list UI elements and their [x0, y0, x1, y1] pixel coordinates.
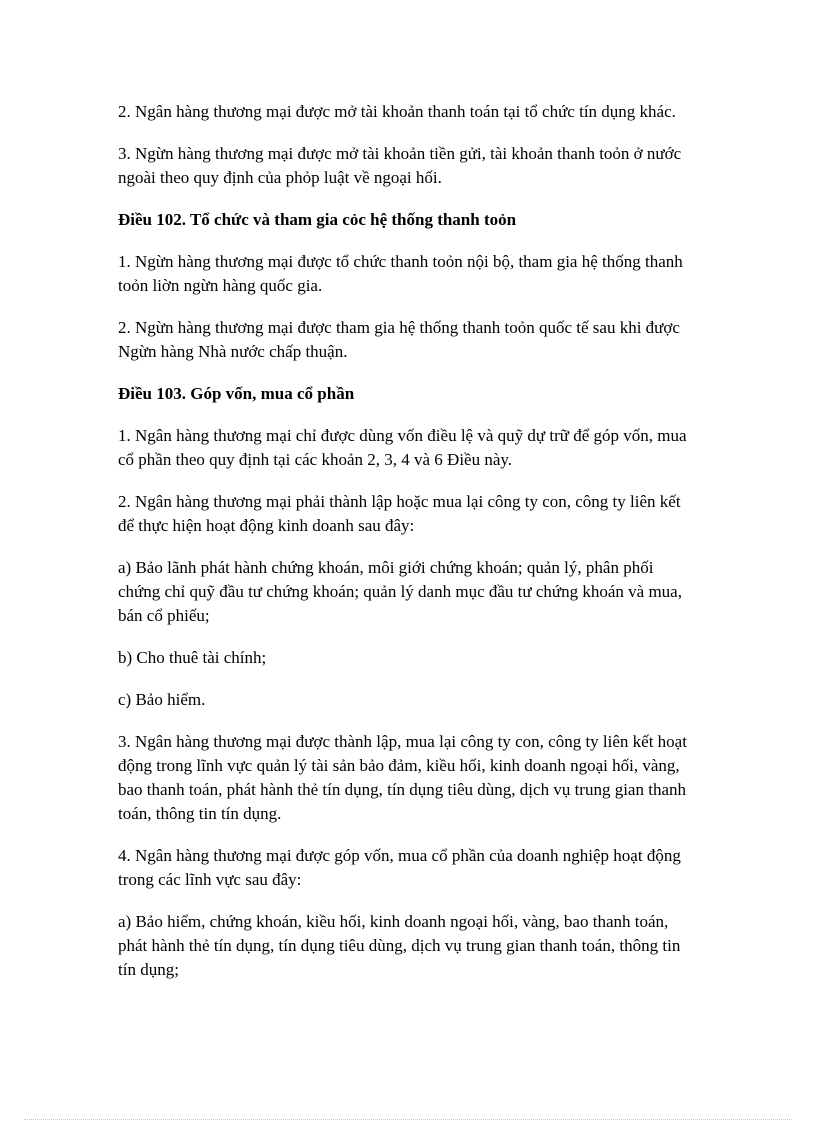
paragraph: 2. Ngân hàng thương mại phải thành lập hoặc mua lại công ty con, công ty liên kết để thực hiện hoạt động kinh doanh sau đây:	[118, 492, 681, 535]
paragraph: 2. Ngừn hàng thương mại được tham gia hệ thống thanh toỏn quốc tế sau khi được Ngừn hàng Nhà nước chấp thuận.	[118, 318, 680, 361]
paragraph: a) Bảo lãnh phát hành chứng khoán, môi giới chứng khoán; quản lý, phân phối chứng chỉ quỹ đầu tư chứng khoán; quản lý danh mục đầu tư chứng khoán và mua, bán cổ phiếu;	[118, 558, 682, 625]
article-heading: Điều 102. Tổ chức và tham gia cỏc hệ thống thanh toỏn	[118, 210, 517, 229]
document-page	[118, 100, 698, 1000]
paragraph: a) Bảo hiểm, chứng khoán, kiều hối, kinh doanh ngoại hối, vàng, bao thanh toán, phát hành thẻ tín dụng, tín dụng tiêu dùng, dịch vụ trung gian thanh toán, thông tin tín dụng;	[118, 912, 681, 979]
paragraph: 4. Ngân hàng thương mại được góp vốn, mua cổ phần của doanh nghiệp hoạt động trong các lĩnh vực sau đây:	[118, 846, 681, 889]
paragraph: b) Cho thuê tài chính;	[118, 648, 267, 667]
paragraph: 3. Ngân hàng thương mại được thành lập, mua lại công ty con, công ty liên kết hoạt động trong lĩnh vực quản lý tài sản bảo đảm, kiều hối, kinh doanh ngoại hối, vàng, bao thanh toán, phát hành thẻ tín dụng, tín dụng tiêu dùng, dịch vụ trung gian thanh toán, thông tin tín dụng.	[118, 732, 687, 823]
paragraph: 1. Ngân hàng thương mại chỉ được dùng vốn điều lệ và quỹ dự trữ để góp vốn, mua cổ phần theo quy định tại các khoản 2, 3, 4 và 6 Điều này.	[118, 426, 687, 469]
paragraph: 2. Ngân hàng thương mại được mở tài khoản thanh toán tại tổ chức tín dụng khác.	[118, 102, 676, 121]
paragraph: 1. Ngừn hàng thương mại được tổ chức thanh toỏn nội bộ, tham gia hệ thống thanh toỏn liờn ngừn hàng quốc gia.	[118, 252, 683, 295]
paragraph: 3. Ngừn hàng thương mại được mở tài khoản tiền gửi, tài khoản thanh toỏn ở nước ngoài theo quy định của phỏp luật về ngoại hối.	[118, 144, 682, 187]
article-heading: Điều 103. Góp vốn, mua cổ phần	[118, 384, 355, 403]
paragraph: c) Bảo hiểm.	[118, 690, 206, 709]
page-break-line	[24, 1119, 792, 1120]
